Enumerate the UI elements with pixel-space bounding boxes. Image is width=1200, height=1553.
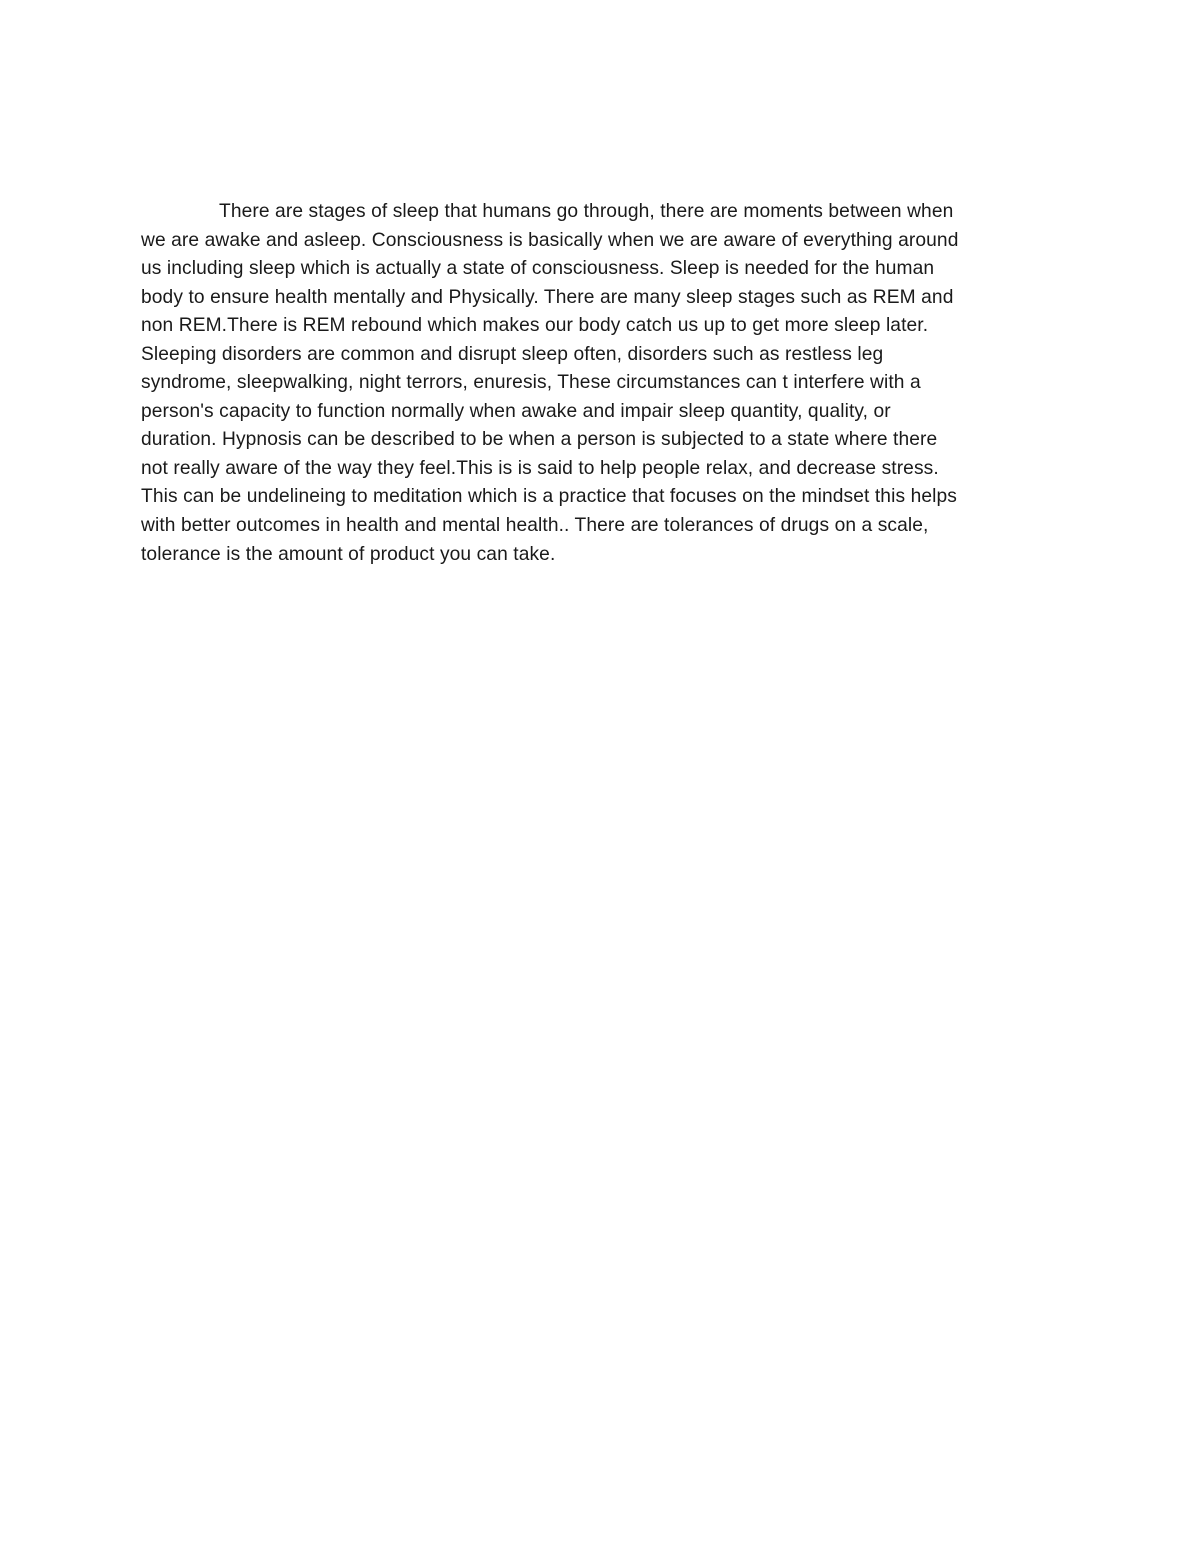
paragraph-line: syndrome, sleepwalking, night terrors, enuresis, These circumstances can t interfere with a <box>141 372 921 394</box>
paragraph-line: person's capacity to function normally when awake and impair sleep quantity, quality, or <box>141 400 891 422</box>
paragraph-line: with better outcomes in health and mental health.. There are tolerances of drugs on a scale, <box>141 515 929 537</box>
paragraph-line: us including sleep which is actually a state of consciousness. Sleep is needed for the human <box>141 258 935 280</box>
paragraph-line: There are stages of sleep that humans go through, there are moments between when <box>219 201 954 222</box>
paragraph-line: Sleeping disorders are common and disrupt sleep often, disorders such as restless leg <box>141 343 884 365</box>
paragraph-line: body to ensure health mentally and Physically. There are many sleep stages such as REM and <box>141 286 954 308</box>
paragraph-line: not really aware of the way they feel.This is is said to help people relax, and decrease stress. <box>141 457 939 479</box>
paragraph-line: non REM.There is REM rebound which makes our body catch us up to get more sleep later. <box>141 315 929 337</box>
paragraph-line: tolerance is the amount of product you can take. <box>141 543 556 565</box>
paragraph-line: duration. Hypnosis can be described to be when a person is subjected to a state where there <box>141 429 938 451</box>
paragraph-line: we are awake and asleep. Consciousness is basically when we are aware of everything around <box>141 229 959 251</box>
essay-paragraph <box>141 198 1071 569</box>
paragraph-line: This can be undelineing to meditation which is a practice that focuses on the mindset this helps <box>141 486 957 508</box>
